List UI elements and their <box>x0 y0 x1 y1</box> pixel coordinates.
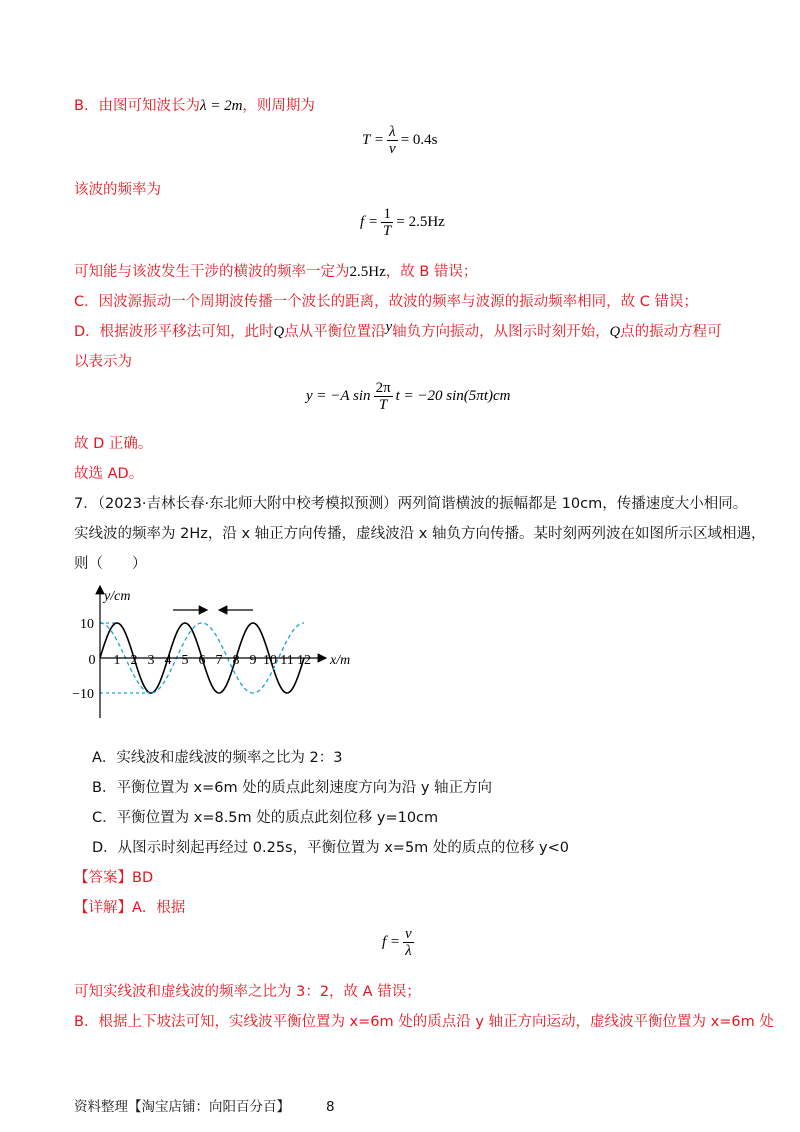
x-tick-label: 10 <box>263 653 277 668</box>
x-tick-label: 2 <box>130 653 138 668</box>
page-number: 8 <box>326 1099 335 1115</box>
detail-a-conclusion: 可知实线波和虚线波的频率之比为 3：2，故 A 错误； <box>74 984 421 1000</box>
answer-line: 【答案】BD <box>74 870 154 886</box>
period-formula: T = $\frac{\lambda}{v}$ = 0.4s <box>362 124 438 157</box>
selection: 故选 AD。 <box>74 466 144 482</box>
x-tick-label: 3 <box>147 653 155 668</box>
d-answer-line2: 以表示为 <box>74 354 132 370</box>
x-tick-label: 12 <box>297 653 311 668</box>
footer-text: 资料整理【淘宝店铺：向阳百分百】 <box>74 1099 290 1115</box>
detail-fraction: $\frac{v}{\lambda}$ <box>405 926 412 959</box>
period-fraction: $\frac{\lambda}{v}$ <box>388 124 396 157</box>
detail-b-line: B．根据上下坡法可知，实线波平衡位置为 x=6m 处的质点沿 y 轴正方向运动，虚线波平衡位置为 x=6m 处 <box>74 1014 774 1030</box>
question7-line1: 7．（2023·吉林长春·东北师大附中校考模拟预测）两列简谐横波的振幅都是 10cm，传播速度大小相同。 <box>74 496 748 512</box>
d-conclusion: 故 D 正确。 <box>74 436 153 452</box>
y-axis-label: y/cm <box>104 589 131 604</box>
x-tick-label: 6 <box>198 653 206 668</box>
question7-line2: 实线波的频率为 2Hz，沿 x 轴正方向传播，虚线波沿 x 轴负方向传播。某时刻两列波在如图所示区域相遇， <box>74 526 766 542</box>
x-tick-label: 7 <box>215 653 223 668</box>
footer <box>74 1095 335 1115</box>
x-tick-label: 11 <box>280 653 294 668</box>
interference-line: 可知能与该波发生干涉的横波的频率一定为2.5Hz，故 B 错误； <box>74 264 478 280</box>
option-d: D．从图示时刻起再经过 0.25s，平衡位置为 x=5m 处的质点的位移 y<0 <box>92 840 569 856</box>
equation-fraction: $\frac{2\pi}{T}$ <box>375 380 391 413</box>
answer-value: BD <box>132 870 154 886</box>
x-axis-label: x/m <box>330 653 351 668</box>
y-tick-label: −10 <box>72 687 94 702</box>
x-tick-label: 4 <box>164 653 172 668</box>
detail-frequency-formula: f = $\frac{v}{\lambda}$ <box>382 926 412 959</box>
x-tick-label: 5 <box>181 653 189 668</box>
d-answer-line1: D．根据波形平移法可知，此时Q点从平衡位置沿y轴负方向振动，从图示时刻开始，Q点的振动方程可 <box>74 319 722 340</box>
wavelength-value: λ = 2m <box>199 98 243 114</box>
option-c: C．平衡位置为 x=8.5m 处的质点此刻位移 y=10cm <box>92 810 439 826</box>
x-tick-label: 8 <box>232 653 240 668</box>
question7-line3: 则（ ） <box>74 556 147 572</box>
freq-intro: 该波的频率为 <box>74 182 161 198</box>
y-tick-label: 10 <box>80 617 94 632</box>
x-tick-label: 1 <box>113 653 121 668</box>
frequency-fraction: $\frac{1}{T}$ <box>383 206 392 239</box>
vibration-equation: y = −A sin $\frac{2\pi}{T}$ t = −20 sin(5πt)cm <box>306 380 511 413</box>
detail-line: 【详解】A．根据 <box>74 900 186 916</box>
b-answer-intro: B．由图可知波长为λ = 2m，则周期为 <box>74 98 315 114</box>
x-tick-label: 9 <box>249 653 257 668</box>
x-tick-label: 0 <box>88 653 96 668</box>
option-a: A．实线波和虚线波的频率之比为 2：3 <box>92 750 343 766</box>
option-b: B．平衡位置为 x=6m 处的质点此刻速度方向为沿 y 轴正方向 <box>92 780 493 796</box>
wave-chart <box>60 578 380 728</box>
frequency-formula: f = $\frac{1}{T}$ = 2.5Hz <box>360 206 445 239</box>
c-answer: C．因波源振动一个周期波传播一个波长的距离，故波的频率与波源的振动频率相同，故 C 错误； <box>74 294 698 310</box>
